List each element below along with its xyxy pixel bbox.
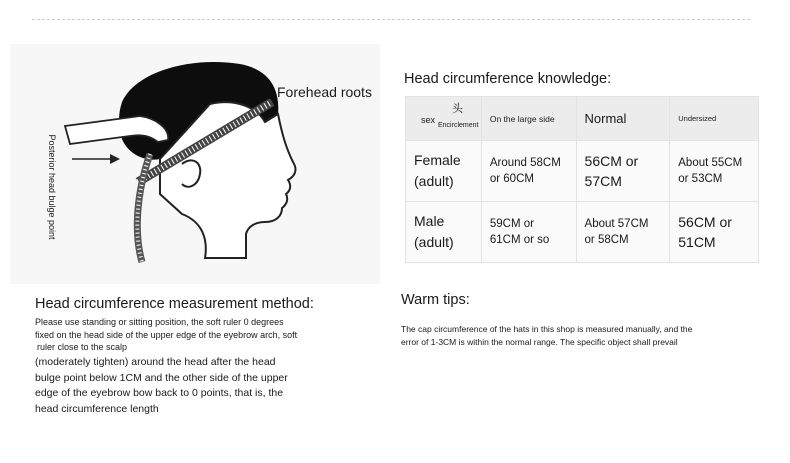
table-row — [406, 141, 759, 202]
arrow-head-icon — [110, 154, 120, 164]
female-normal-value: 56CM or 57CM — [576, 141, 670, 202]
header-normal-label: Normal — [576, 97, 670, 141]
posterior-bulge-label: Posterior head bulge point — [47, 134, 57, 240]
ear-shape — [182, 160, 200, 186]
head-silhouette-graphic — [10, 44, 380, 284]
table-row — [406, 202, 759, 263]
header-glyph: 头 — [452, 103, 463, 115]
row-label-male: Male (adult) — [406, 202, 482, 263]
header-large-label: On the large side — [481, 97, 576, 141]
female-large-value: Around 58CM or 60CM — [481, 141, 576, 202]
method-text-small: Please use standing or sitting position, the soft ruler 0 degrees fixed on the head side of the upper edge of the eyebrow arch, soft ruler close to the scalp — [35, 317, 298, 352]
header-encirclement-label: Encirclement — [438, 122, 479, 129]
tips-title: Warm tips: — [401, 292, 470, 308]
header-sex-cell — [406, 97, 482, 141]
tape-hanging — [137, 154, 150, 262]
table-header-row — [406, 97, 759, 141]
method-title: Head circumference measurement method: — [35, 296, 314, 312]
tips-text: The cap circumference of the hats in this shop is measured manually, and the error of 1-3CM is within the normal range. The specific object shall prevail — [401, 324, 693, 347]
male-undersized-value: 56CM or 51CM — [670, 202, 759, 263]
method-text-large: (moderately tighten) around the head after the head bulge point below 1CM and the other side of the upper edge of the eyebrow bow back to 0 points, that is, the head circumference length — [35, 356, 288, 415]
row-label-female: Female (adult) — [406, 141, 482, 202]
header-sex-label: sex — [421, 115, 436, 125]
head-measurement-illustration — [10, 44, 380, 284]
knowledge-title: Head circumference knowledge: — [404, 71, 612, 87]
forehead-roots-label: Forehead roots — [277, 84, 372, 100]
male-normal-value: About 57CM or 58CM — [576, 202, 670, 263]
male-large-value: 59CM or 61CM or so — [481, 202, 576, 263]
top-divider — [32, 19, 750, 20]
female-undersized-value: About 55CM or 53CM — [670, 141, 759, 202]
header-undersized-label: Undersized — [670, 97, 759, 141]
size-table — [405, 96, 759, 263]
